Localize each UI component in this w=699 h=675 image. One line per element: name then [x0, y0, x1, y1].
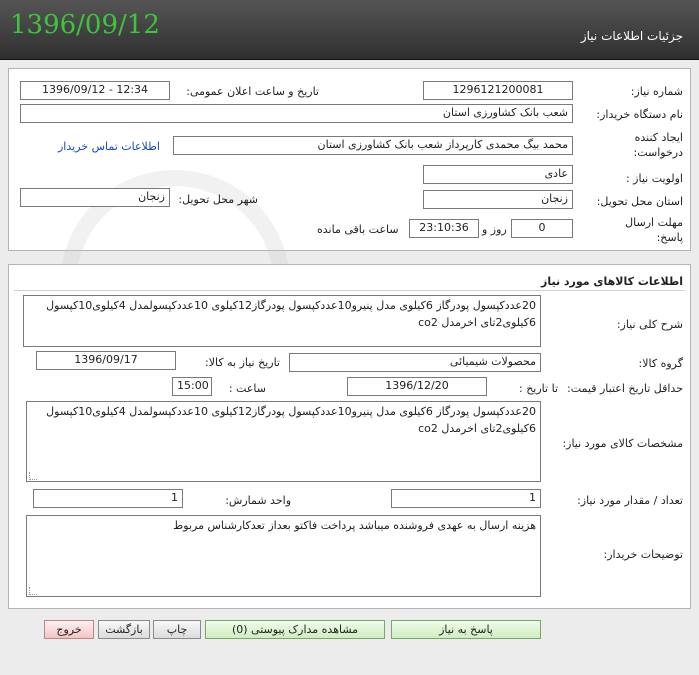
priority-label: اولویت نیاز :: [625, 172, 683, 185]
specs-resize-handle[interactable]: [29, 472, 37, 480]
announce-date-field: 1396/09/12 - 12:34: [20, 81, 170, 100]
buyer-notes-field: هزینه ارسال به عهدی فروشنده میباشد پرداخت فاکتو بعداز تعدکارشناس مربوط: [26, 515, 541, 597]
exit-button[interactable]: خروج: [44, 620, 94, 639]
print-button[interactable]: چاپ: [153, 620, 201, 639]
until-date-field: 1396/12/20: [347, 377, 487, 396]
goods-section-title: اطلاعات کالاهای مورد نیاز: [541, 275, 683, 288]
deadline-label-text: مهلت ارسال پاسخ:: [625, 216, 683, 244]
city-field: زنجان: [20, 188, 170, 207]
days-label: روز و: [482, 223, 507, 236]
buyer-notes-label: توضیحات خریدار:: [603, 548, 683, 561]
goods-group-label: گروه کالا:: [638, 357, 683, 370]
min-validity-label: حداقل تاریخ اعتبار قیمت:: [567, 382, 683, 395]
hour-field: 15:00: [172, 377, 212, 396]
reply-button[interactable]: پاسخ به نیاز: [391, 620, 541, 639]
time-left-field: 23:10:36: [409, 219, 479, 238]
specs-field: 20عددکپسول پودرگاز 6کیلوی مدل پنیرو10عددکپسول پودرگاز12کیلوی 10عددکپسولمدل 4کیلوی10کپسول 6کیلوی2تای اخرمدل co2: [26, 401, 541, 482]
unit-label: واحد شمارش:: [225, 494, 291, 507]
buyer-org-field: شعب بانک کشاورزی استان: [20, 104, 573, 123]
header-date: 1396/09/12: [10, 10, 160, 40]
general-desc-field: 20عددکپسول پودرگاز 6کیلوی مدل پنیرو10عددکپسول پودرگاز12کیلوی 10عددکپسولمدل 4کیلوی10کپسول 6کیلوی2تای اخرمدل co2: [23, 295, 541, 347]
need-number-field: 1296121200081: [423, 81, 573, 100]
creator-label: [595, 130, 683, 160]
unit-field: 1: [33, 489, 183, 508]
until-date-label: تا تاریخ :: [519, 382, 558, 395]
buyer-org-label: نام دستگاه خریدار:: [596, 108, 683, 121]
back-button[interactable]: بازگشت: [98, 620, 150, 639]
buyer-contact-link[interactable]: اطلاعات تماس خریدار: [58, 140, 160, 153]
deadline-days-field: 0: [511, 219, 573, 238]
hour-label: ساعت :: [228, 382, 266, 395]
specs-label: مشخصات کالای مورد نیاز:: [562, 437, 683, 450]
need-date-field: 1396/09/17: [36, 351, 176, 370]
goods-section-divider: [14, 290, 685, 291]
need-date-label: تاریخ نیاز به کالا:: [205, 356, 280, 369]
city-label: شهر محل تحویل:: [178, 193, 258, 206]
qty-field: 1: [391, 489, 541, 508]
notes-resize-handle[interactable]: [29, 587, 37, 595]
priority-field: عادی: [423, 165, 573, 184]
creator-label-text: ایجاد کننده درخواست:: [633, 131, 683, 159]
need-number-label: شماره نیاز:: [630, 85, 683, 98]
general-desc-label: شرح کلی نیاز:: [616, 318, 683, 331]
qty-label: تعداد / مقدار مورد نیاز:: [577, 494, 683, 507]
header-title: جزئیات اطلاعات نیاز: [580, 29, 683, 43]
deadline-label: [611, 215, 683, 245]
province-label: استان محل تحویل:: [596, 195, 683, 208]
time-left-label: ساعت باقی مانده: [317, 223, 399, 236]
province-field: زنجان: [423, 190, 573, 209]
creator-field: محمد بیگ محمدی کارپرداز شعب بانک کشاورزی استان: [173, 136, 573, 155]
attachments-button[interactable]: مشاهده مدارک پیوستی (0): [205, 620, 385, 639]
announce-date-label: تاریخ و ساعت اعلان عمومی:: [186, 85, 319, 98]
goods-group-field: محصولات شیمیائی: [289, 353, 541, 372]
